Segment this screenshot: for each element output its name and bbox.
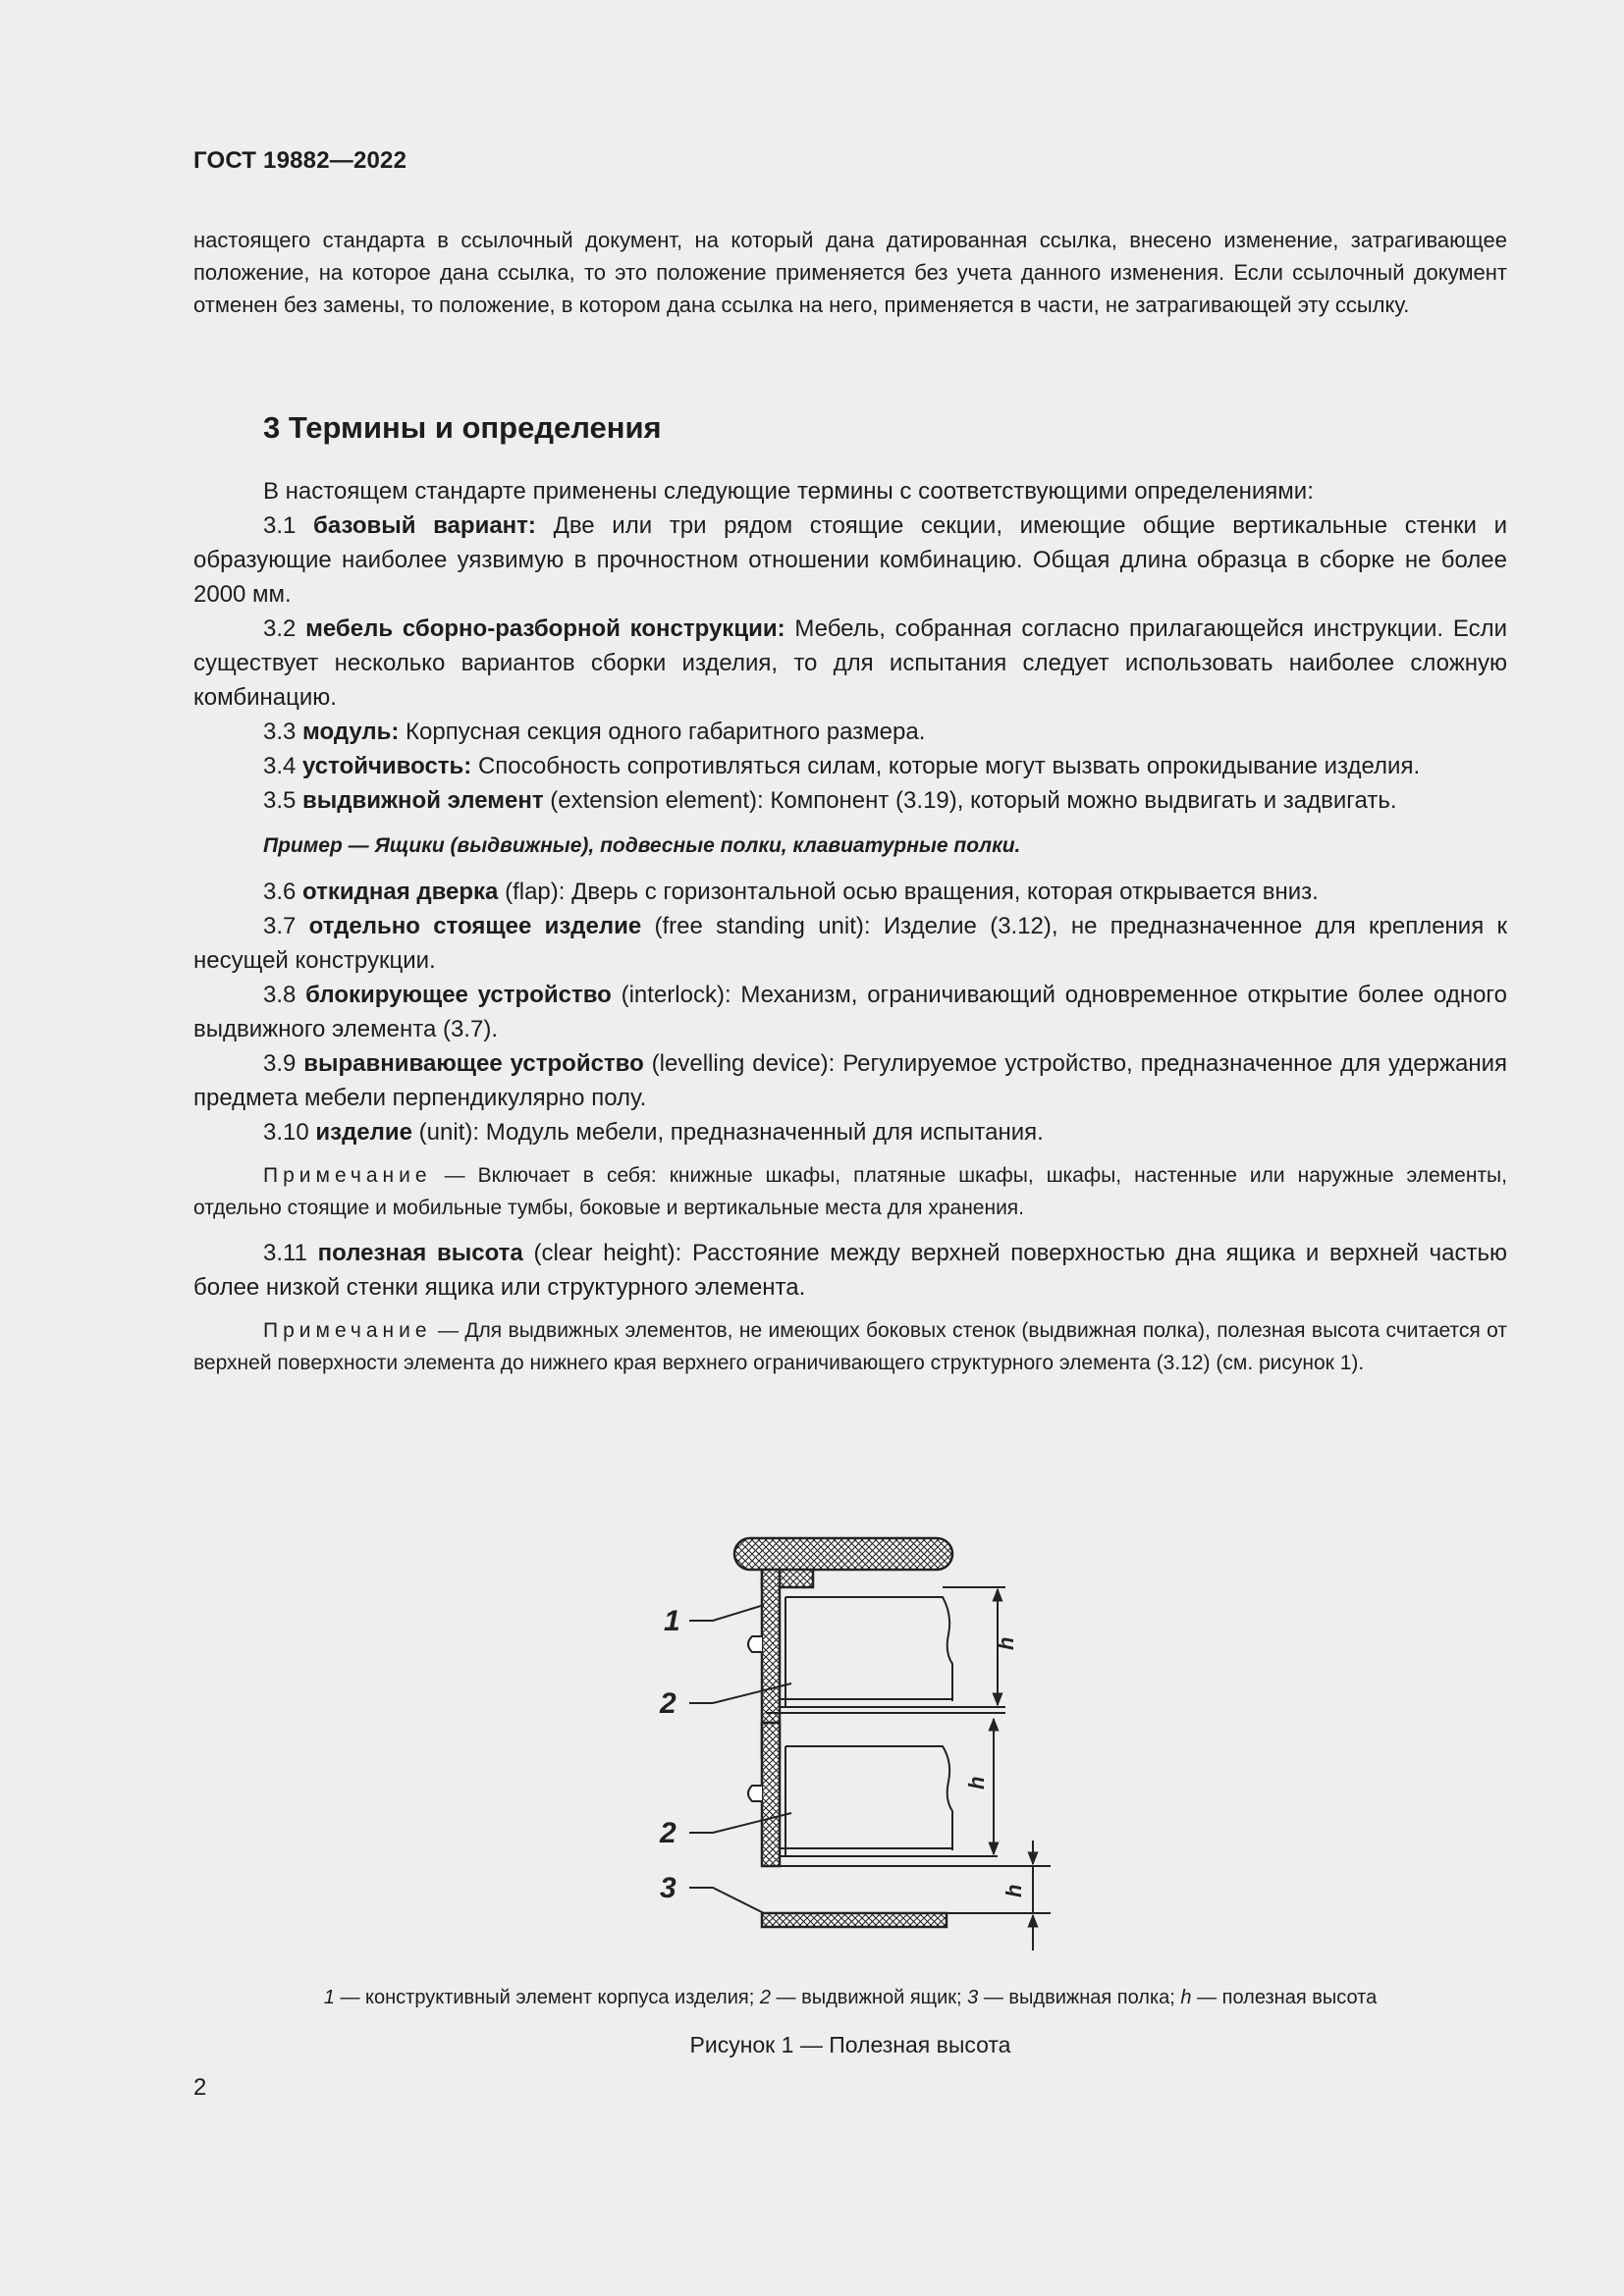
intro-paragraph: настоящего стандарта в ссылочный документ, на который дана датированная ссылка, внесено изменение, затрагивающее положение, на которое дана ссылка, то это положение применяется без учета данного изменения. Если ссылочный документ отменен без замены, то положение, в котором дана ссылка на него, применяется в части, не затрагивающей эту ссылку. xyxy=(193,228,1507,317)
term-number: 3.5 xyxy=(263,787,303,814)
term-3-7 xyxy=(193,909,1507,978)
term-definition: Мебель, собранная согласно прилагающейся инструкции. Если существует несколько вариантов сборки изделия, то для испытания следует использовать наиболее сложную комбинацию. xyxy=(193,615,1507,711)
term-name: устойчивость: xyxy=(302,753,472,779)
term-number: 3.3 xyxy=(263,719,303,745)
term-name: изделие xyxy=(315,1119,413,1146)
term-number: 3.4 xyxy=(263,753,303,779)
term-3-4 xyxy=(193,749,1507,783)
term-number: 3.8 xyxy=(263,982,306,1008)
term-name: мебель сборно-разборной конструкции: xyxy=(305,615,785,642)
term-definition: (flap): Дверь с горизонтальной осью вращения, которая открывается вниз. xyxy=(498,879,1319,905)
term-definition: Способность сопротивляться силам, которые могут вызвать опрокидывание изделия. xyxy=(471,753,1421,779)
term-name: выравнивающее устройство xyxy=(303,1050,644,1077)
figure-title: Рисунок 1 — Полезная высота xyxy=(689,2032,1011,2057)
figure-clear-height xyxy=(628,1526,1080,1963)
callout-label: 1 xyxy=(664,1605,680,1637)
term-3-2 xyxy=(193,612,1507,715)
term-name: выдвижной элемент xyxy=(302,787,544,814)
term-definition: (unit): Модуль мебели, предназначенный для испытания. xyxy=(412,1119,1044,1146)
term-definition: (levelling device): Регулируемое устройство, предназначенное для удержания предмета мебели перпендикулярно полу. xyxy=(193,1050,1508,1111)
term-number: 3.9 xyxy=(263,1050,304,1077)
top-panel xyxy=(734,1538,952,1570)
legend-text: — конструктивный элемент корпуса изделия; xyxy=(334,1987,760,2008)
term-3-6 xyxy=(193,875,1507,909)
term-3-3 xyxy=(193,715,1507,749)
note-2 xyxy=(193,1314,1507,1379)
term-definition: (interlock): Механизм, ограничивающий одновременное открытие более одного выдвижного элемента (3.7). xyxy=(193,982,1507,1042)
drawer-upper xyxy=(766,1587,1005,1713)
note-text: — Для выдвижных элементов, не имеющих боковых стенок (выдвижная полка), полезная высота считается от верхней поверхности элемента до нижнего края верхнего ограничивающего структурного элемента (3.12) (см. рисунок 1). xyxy=(193,1319,1507,1374)
term-number: 3.11 xyxy=(263,1240,318,1266)
note-label: Примечание xyxy=(263,1319,432,1342)
term-name: откидная дверка xyxy=(302,879,499,905)
terms-list xyxy=(193,474,1507,1391)
note-1 xyxy=(193,1159,1507,1224)
document-header: ГОСТ 19882—2022 xyxy=(193,147,407,174)
term-number: 3.1 xyxy=(263,512,314,539)
callout-label: 3 xyxy=(660,1872,677,1904)
legend-key: 3 xyxy=(967,1987,979,2008)
section-title: 3 Термины и определения xyxy=(263,410,662,445)
terms-lead: В настоящем стандарте применены следующие термины с соответствующими определениями: xyxy=(263,478,1314,505)
structural-element-lower xyxy=(762,1723,780,1866)
term-name: блокирующее устройство xyxy=(305,982,612,1008)
figure-diagram xyxy=(628,1526,1080,1958)
callout-label: 2 xyxy=(660,1687,677,1720)
term-definition: (free standing unit): Изделие (3.12), не предназначенное для крепления к несущей конструкции. xyxy=(193,913,1508,974)
dimension-label: h xyxy=(1001,1884,1026,1897)
term-name: полезная высота xyxy=(317,1240,523,1266)
term-name: базовый вариант: xyxy=(313,512,536,539)
figure-legend xyxy=(193,1987,1507,2009)
term-3-1 xyxy=(193,508,1507,612)
term-3-10 xyxy=(193,1115,1507,1149)
term-name: модуль: xyxy=(302,719,400,745)
term-number: 3.7 xyxy=(263,913,309,939)
term-number: 3.2 xyxy=(263,615,306,642)
legend-text: — выдвижная полка; xyxy=(978,1987,1181,2008)
term-3-5 xyxy=(193,783,1507,818)
callout-label: 2 xyxy=(660,1817,677,1849)
knob-lower-icon xyxy=(748,1786,762,1801)
example-note: Пример — Ящики (выдвижные), подвесные полки, клавиатурные полки. xyxy=(263,834,1021,857)
term-definition: (clear height): Расстояние между верхней поверхностью дна ящика и верхней частью более низкой стенки ящика или структурного элемента. xyxy=(193,1240,1507,1301)
knob-upper-icon xyxy=(748,1636,762,1652)
legend-key: h xyxy=(1180,1987,1192,2008)
note-label: Примечание xyxy=(263,1164,432,1187)
dimension-label: h xyxy=(964,1776,989,1789)
term-3-8 xyxy=(193,978,1507,1046)
pull-out-shelf xyxy=(762,1913,947,1927)
note-text: — Включает в себя: книжные шкафы, платяные шкафы, шкафы, настенные или наружные элементы, отдельно стоящие и мобильные тумбы, боковые и вертикальные места для хранения. xyxy=(193,1164,1507,1219)
term-definition: (extension element): Компонент (3.19), который можно выдвигать и задвигать. xyxy=(543,787,1397,814)
legend-key: 1 xyxy=(323,1987,335,2008)
legend-text: — полезная высота xyxy=(1191,1987,1378,2008)
term-definition: Две или три рядом стоящие секции, имеющие общие вертикальные стенки и образующие наиболее уязвимую в прочностном отношении комбинацию. Общая длина образца в сборке не более 2000 мм. xyxy=(193,512,1508,608)
legend-key: 2 xyxy=(759,1987,771,2008)
page-number: 2 xyxy=(193,2074,207,2101)
term-number: 3.10 xyxy=(263,1119,316,1146)
term-definition: Корпусная секция одного габаритного размера. xyxy=(399,719,926,745)
term-3-11 xyxy=(193,1236,1507,1305)
term-name: отдельно стоящее изделие xyxy=(308,913,642,939)
dimension-label: h xyxy=(994,1636,1018,1650)
term-number: 3.6 xyxy=(263,879,303,905)
term-3-9 xyxy=(193,1046,1507,1115)
legend-text: — выдвижной ящик; xyxy=(770,1987,968,2008)
